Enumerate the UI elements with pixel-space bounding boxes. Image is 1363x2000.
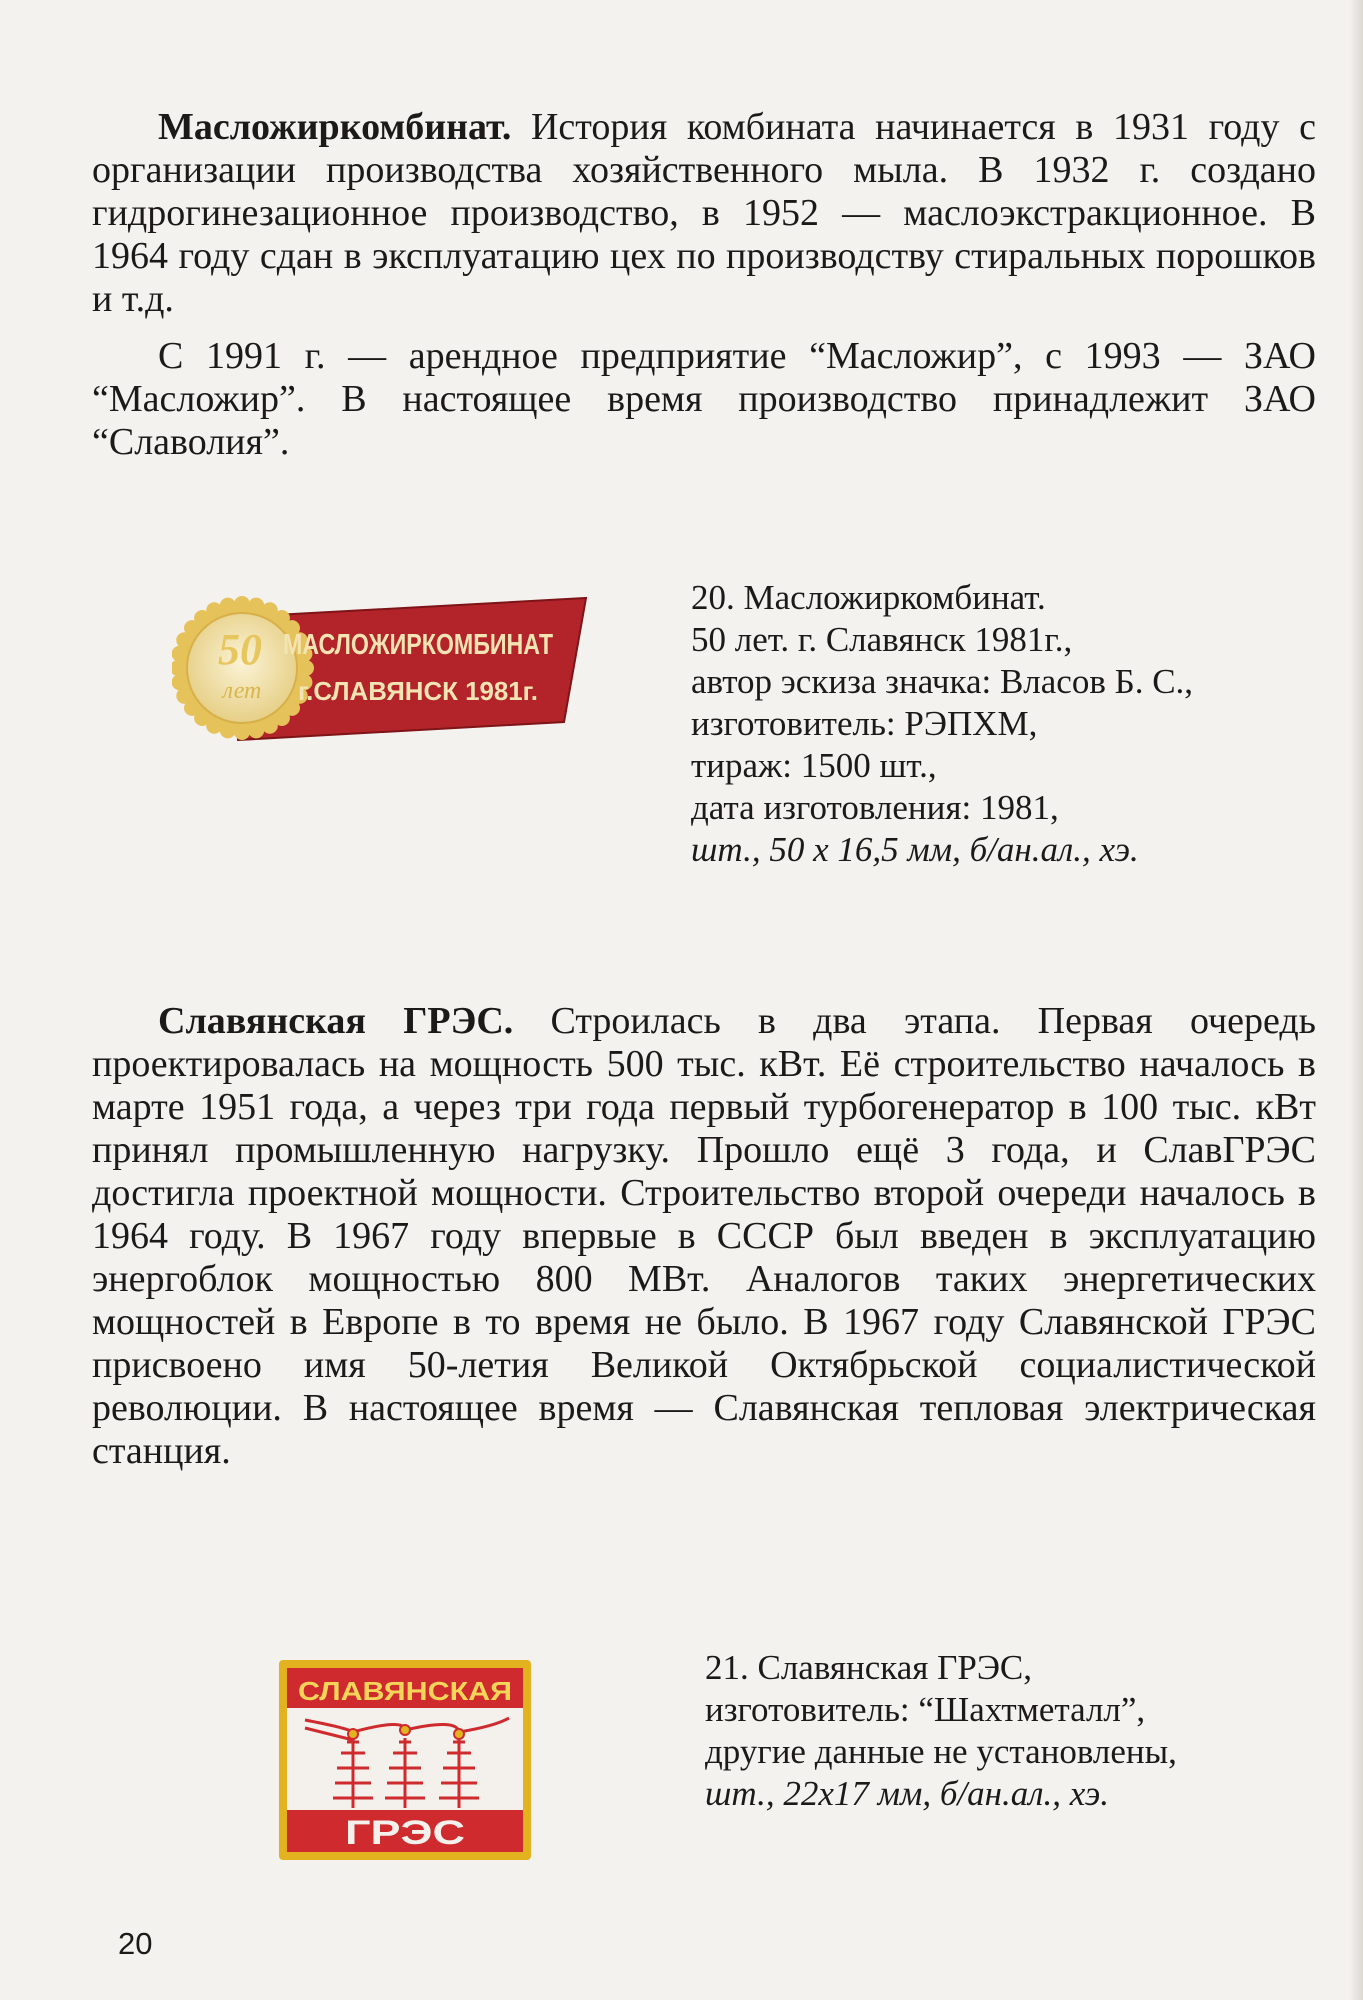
paragraph-maslozhirkombinat (92, 106, 1316, 321)
badge-slavyanskaya-gres (277, 1658, 533, 1862)
paragraph-maslozhir-history: С 1991 г. — арендное предприятие “Масложир”, с 1993 — ЗАО “Масложир”. В настоящее время производство принадлежит ЗАО “Славолия”. (92, 335, 1316, 463)
caption20-date: дата изготовления: 1981, (691, 788, 1059, 827)
sunburst-petal (234, 724, 250, 740)
sunburst-petal (248, 722, 264, 738)
sunburst-petal (248, 598, 264, 614)
badge20-banner-city: г.СЛАВЯНСК 1981г. (298, 676, 538, 706)
caption20-maker: изготовитель: РЭПХМ, (691, 704, 1038, 743)
sunburst-petal (298, 660, 314, 676)
badge20-circle-word: лет (222, 678, 262, 704)
sunburst-petal (220, 598, 236, 614)
sunburst-petal (234, 596, 250, 612)
caption20-edition: тираж: 1500 шт., (691, 746, 937, 785)
caption21-spec: шт., 22х17 мм, б/ан.ал., хэ. (705, 1774, 1110, 1813)
caption21-other: другие данные не установлены, (705, 1732, 1177, 1771)
paragraph-body-maslozhirkombinat: История комбината начинается в 1931 году с организации производства хозяйственного мыла. В 1932 г. создано гидрогинезационное производство, в 1952 — маслоэкстракционное. В 1964 году сдан в эксплуатацию цех по производству стиральных порошков и т.д. (92, 106, 1316, 320)
page-number: 20 (118, 1926, 153, 1961)
sunburst-petal (206, 602, 222, 618)
caption21-maker: изготовитель: “Шахтметалл”, (705, 1690, 1146, 1729)
sunburst-petal (172, 646, 188, 662)
badge20-circle-number: 50 (218, 625, 262, 674)
badge-maslozhirkombinat (172, 590, 592, 746)
paragraph-slavyanskaya-gres (92, 1000, 1316, 1473)
caption-badge-21 (705, 1647, 1177, 1815)
badge20-banner-title: МАСЛОЖИРКОМБИНАТ (283, 629, 554, 661)
caption20-title: 20. Масложиркомбинат. (691, 578, 1046, 617)
sunburst-petal (172, 674, 188, 690)
caption-badge-20 (691, 577, 1193, 871)
paragraph-lead-gres: Славянская ГРЭС. (158, 1000, 514, 1042)
badge21-bottom-text: ГРЭС (345, 1814, 465, 1852)
caption20-spec: шт., 50 х 16,5 мм, б/ан.ал., хэ. (691, 830, 1139, 869)
caption20-author: автор эскиза значка: Власов Б. С., (691, 662, 1194, 701)
sunburst-petal (220, 722, 236, 738)
caption21-title: 21. Славянская ГРЭС, (705, 1648, 1033, 1687)
sunburst-petal (262, 718, 278, 734)
badge21-top-text: СЛАВЯНСКАЯ (298, 1676, 512, 1706)
paragraph-lead-maslozhirkombinat: Масложиркомбинат. (158, 106, 512, 148)
page-edge-shadow (1349, 0, 1363, 2000)
sunburst-petal (176, 688, 192, 704)
paragraph-body-gres: Строилась в два этапа. Первая очередь проектировалась на мощность 500 тыс. кВт. Её строительство началось в марте 1951 года, а через три года первый турбогенератор в 100 тыс. кВт принял промышленную нагрузку. Прошло ещё 3 года, и СлавГРЭС достигла проектной мощности. Строительство второй очереди началось в 1964 году. В 1967 году впервые в СССР был введен в эксплуатацию энергоблок мощностью 800 МВт. Аналогов таких энергетических мощностей в Европе в то время не было. В 1967 году Славянской ГРЭС присвоено имя 50-летия Великой Октябрьской социалистической революции. В настоящее время — Славянская тепловая электрическая станция. (92, 1000, 1316, 1472)
caption20-subtitle: 50 лет. г. Славянск 1981г., (691, 620, 1073, 659)
